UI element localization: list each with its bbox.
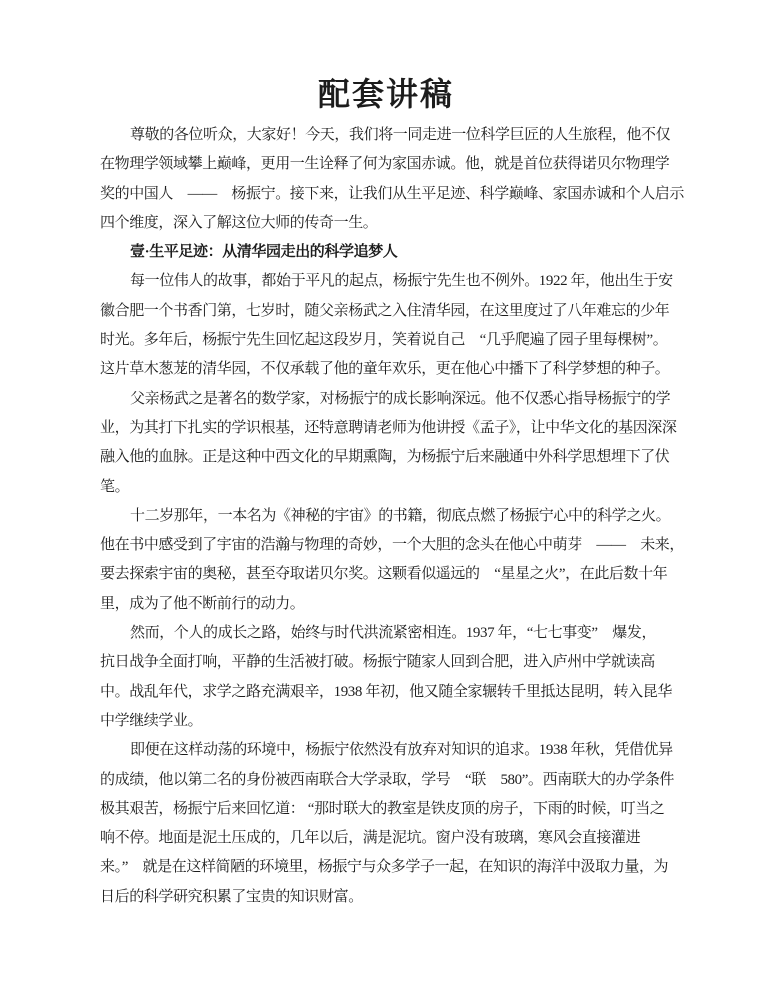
text-column: [100, 0, 685, 912]
text-line: 奖的中国人 —— 杨振宁。接下来，让我们从生平足迹、科学巅峰、家国赤诚和个人启示: [100, 185, 685, 202]
text-line: 尊敬的各位听众，大家好！今天，我们将一同走进一位科学巨匠的人生旅程，他不仅: [130, 127, 671, 143]
text-line: 极其艰苦，杨振宁后来回忆道： “那时联大的教室是铁皮顶的房子，下雨的时候，叮当之: [100, 800, 665, 817]
paragraph: [100, 619, 672, 736]
text-line: 要去探索宇宙的奥秘，甚至夺取诺贝尔奖。这颗看似遥远的 “星星之火”，在此后数十年: [100, 566, 668, 583]
text-line: 融入他的血脉。正是这种中西文化的早期熏陶，为杨振宁后来融通中外科学思想埋下了伏: [100, 449, 670, 466]
text-line: 来。” 就是在这样简陋的环境里，杨振宁与众多学子一起，在知识的海洋中汲取力量，为: [100, 859, 669, 876]
text-line: 父亲杨武之是著名的数学家，对杨振宁的成长影响深远。他不仅悉心指导杨振宁的学: [130, 390, 671, 407]
document-title: 配套讲稿: [317, 76, 454, 112]
text-line: 壹·生平足迹：从清华园走出的科学追梦人: [130, 244, 398, 261]
paragraph: [100, 736, 675, 912]
text-line: 的成绩，他以第二名的身份被西南联合大学录取，学号 “联 580”。西南联大的办学条件: [100, 771, 675, 788]
text-line: 中。战乱年代，求学之路充满艰辛，1938 年初，他又随全家辗转千里抵达昆明，转入昆华: [100, 683, 672, 700]
text-line: 时光。多年后，杨振宁先生回忆起这段岁月，笑着说自己 “几乎爬遍了园子里每棵树”。: [100, 332, 668, 349]
text-line: 徽合肥一个书香门第，七岁时，随父亲杨武之入住清华园，在这里度过了八年难忘的少年: [100, 302, 670, 319]
document-body: [100, 121, 685, 912]
text-line: 响不停。地面是泥土压成的，几年以后，满是泥坑。窗户没有玻璃，寒风会直接灌进: [100, 830, 641, 847]
text-line: 在物理学领域攀上巅峰，更用一生诠释了何为家国赤诚。他，就是首位获得诺贝尔物理学: [100, 156, 670, 173]
paragraph: [100, 502, 685, 619]
text-line: 即便在这样动荡的环境中，杨振宁依然没有放弃对知识的追求。1938 年秋，凭借优异: [130, 742, 673, 759]
text-line: 四个维度，深入了解这位大师的传奇一生。: [100, 214, 378, 231]
text-line: 每一位伟人的故事，都始于平凡的起点，杨振宁先生也不例外。1922 年，他出生于安: [130, 273, 673, 290]
text-line: 日后的科学研究积累了宝贵的知识财富。: [100, 888, 363, 905]
text-line: 业，为其打下扎实的学识根基，还特意聘请老师为他讲授《孟子》，让中华文化的基因深深: [100, 419, 677, 436]
paragraph: [100, 121, 685, 238]
text-line: 里，成为了他不断前行的动力。: [100, 595, 305, 612]
text-line: 他在书中感受到了宇宙的浩瀚与物理的奇妙，一个大胆的念头在他心中萌芽 —— 未来，: [100, 537, 685, 554]
paragraph: [100, 267, 672, 384]
text-line: 笔。: [100, 478, 130, 495]
text-line: 然而，个人的成长之路，始终与时代洪流紧密相连。1937 年，“七七事变” 爆发，: [130, 625, 657, 642]
text-line: 中学继续学业。: [100, 712, 203, 729]
paragraph: [100, 385, 677, 502]
section-heading: [100, 238, 672, 267]
text-line: 这片草木葱茏的清华园，不仅承载了他的童年欢乐，更在他心中播下了科学梦想的种子。: [100, 361, 670, 378]
text-line: 抗日战争全面打响，平静的生活被打破。杨振宁随家人回到合肥，进入庐州中学就读高: [100, 654, 655, 671]
text-line: 十二岁那年，一本名为《神秘的宇宙》的书籍，彻底点燃了杨振宁心中的科学之火。: [130, 507, 671, 524]
